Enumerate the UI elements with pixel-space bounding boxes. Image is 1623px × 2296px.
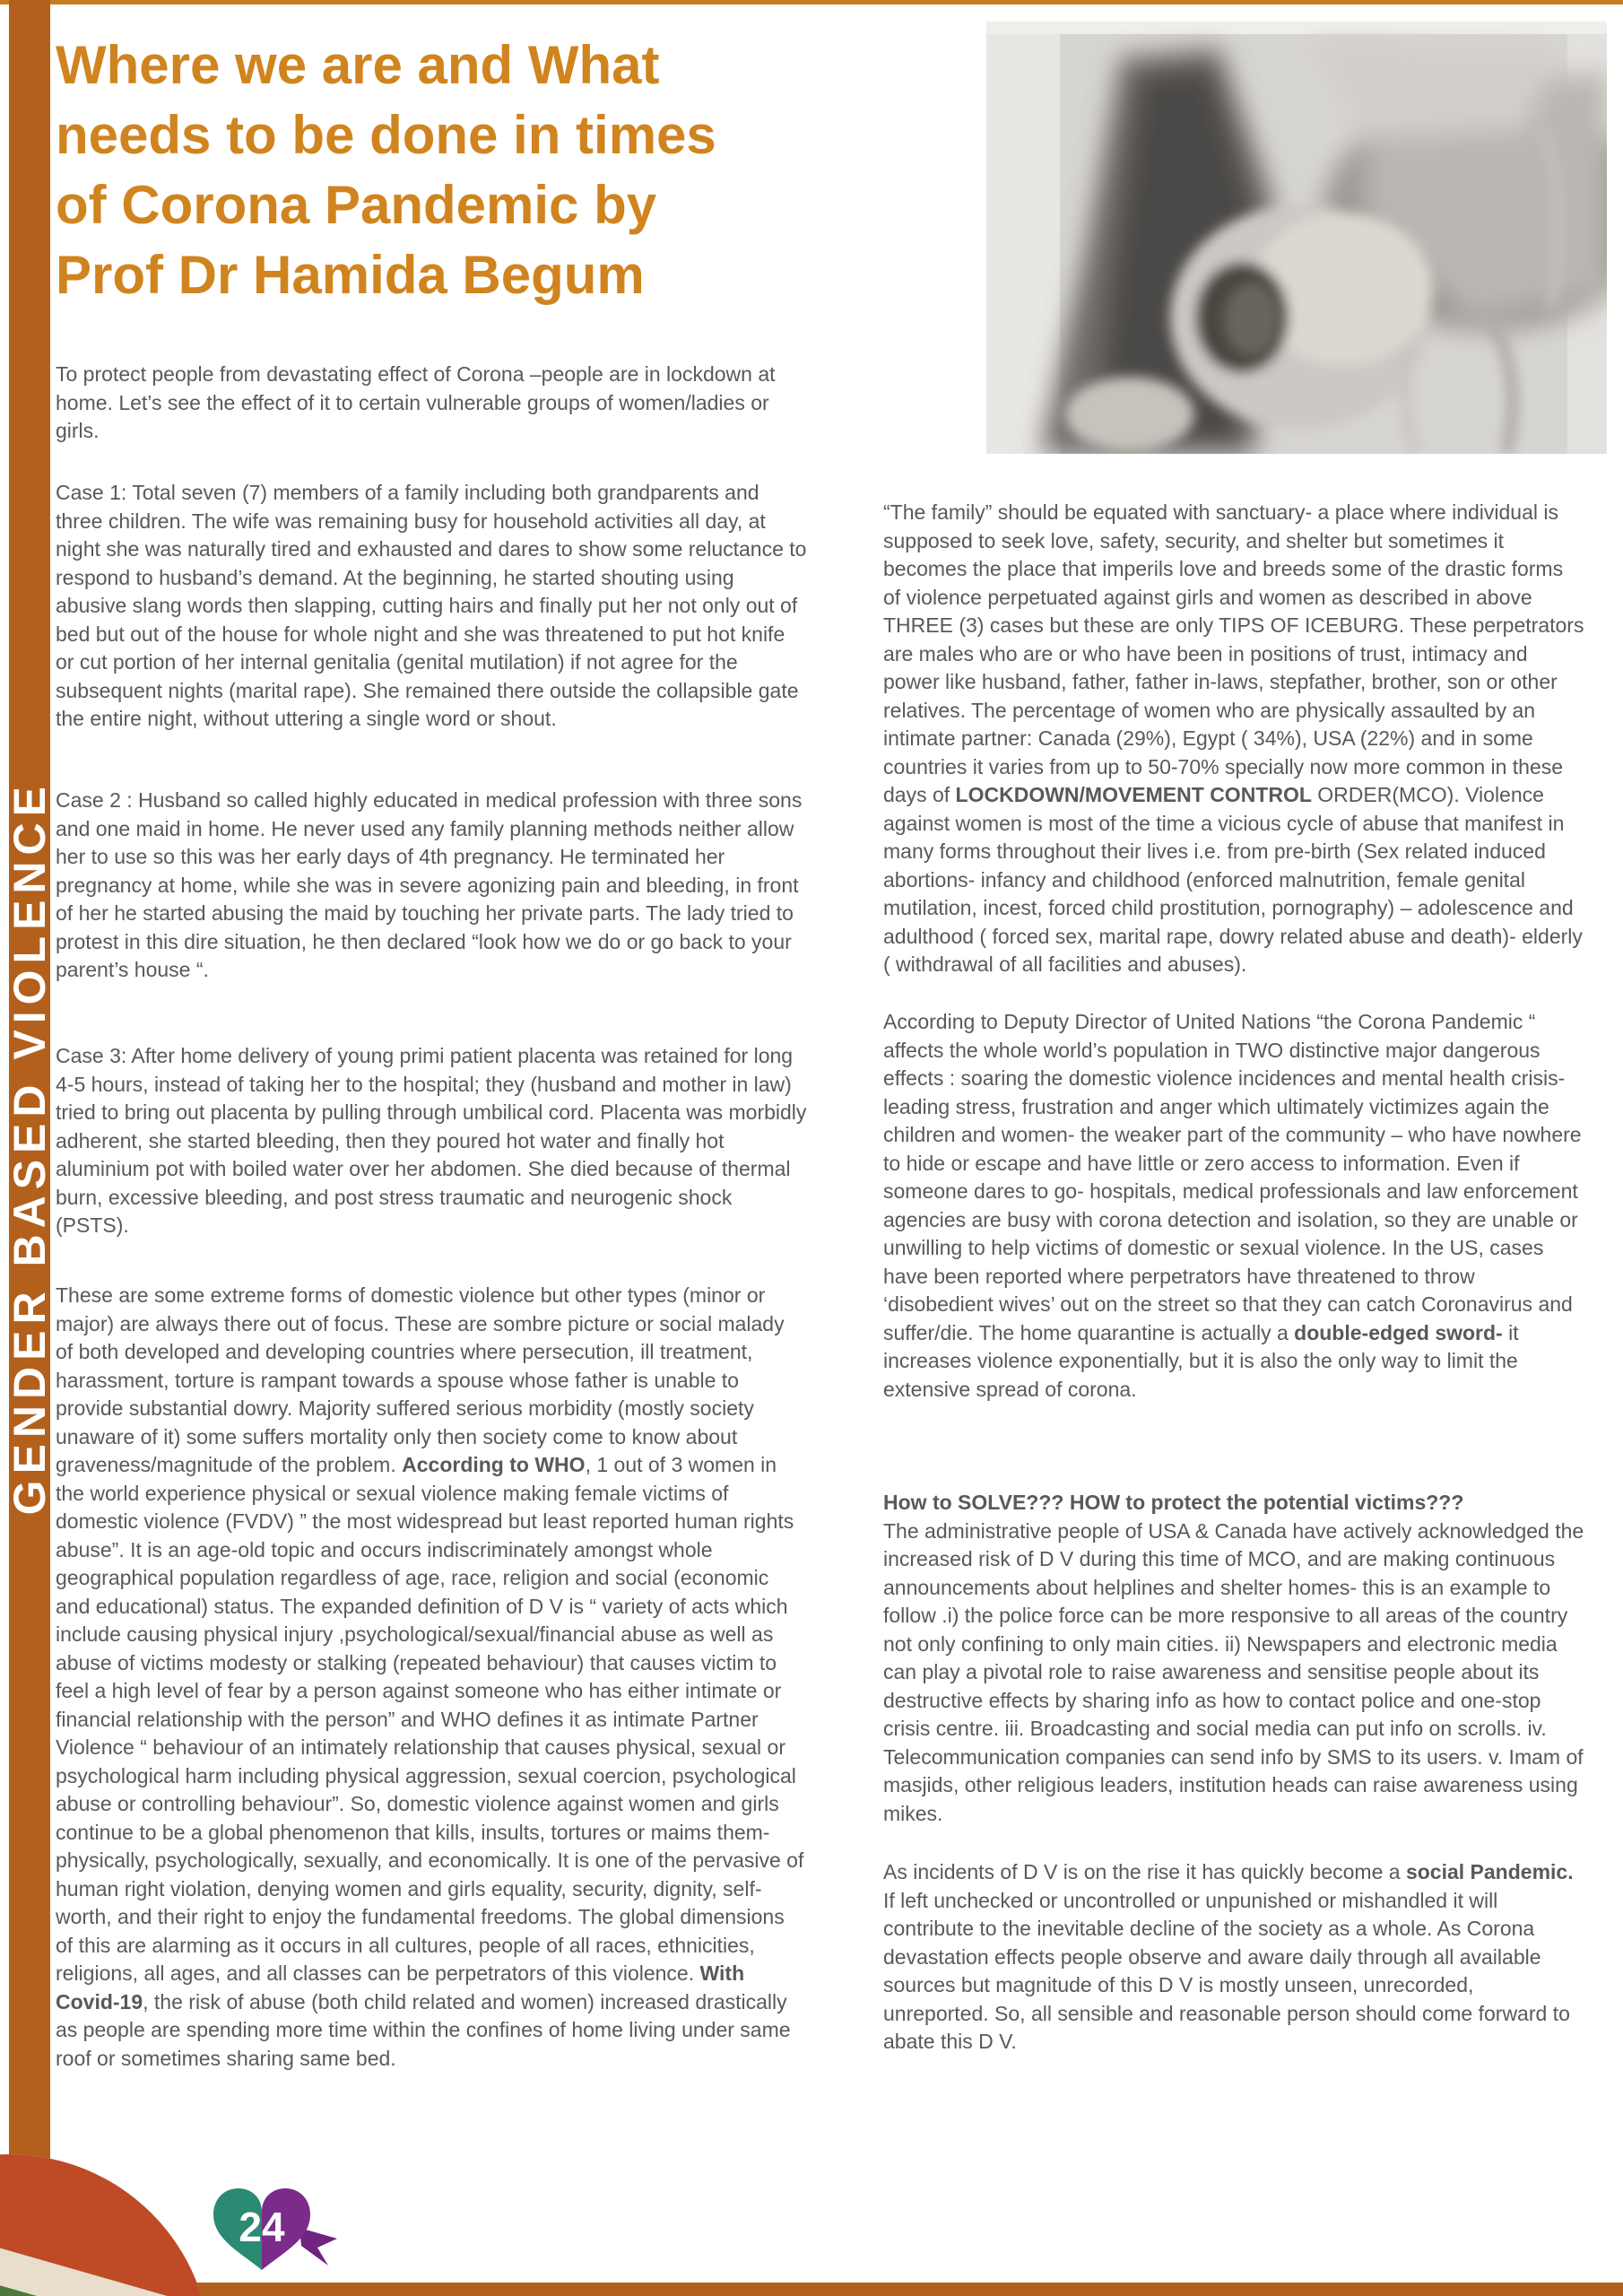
- article-title-line: of Corona Pandemic by: [56, 175, 657, 235]
- un-deputy-director-paragraph: According to Deputy Director of United Nations “the Corona Pandemic “ affects the whole world’s population in TWO distinctive major dangerous effects : soaring the domestic violence incidences and mental health crisis- leading stress, frustration and anger which ultimately victimizes again the children and women- the weaker part of the community – who have nowhere to hide or escape and have little or zero access to information. Even if someone dares to go- hospitals, medical professionals and law enforcement agencies are busy with corona detection and isolation, so they are unable or unwilling to help victims of domestic or sexual violence. In the US, cases have been reported where perpetrators have threatened to throw ‘disobedient wives’ out on the street so that they can catch Coronavirus and suffer/die. The home quarantine is actually a double-edged sword- it increases violence exponentially, but it is also the only way to limit the extensive spread of corona.: [883, 1010, 1582, 1401]
- how-to-solve-section: [883, 1489, 1584, 1828]
- case2-paragraph: Case 2 : Husband so called highly educated in medical profession with three sons and one maid in home. He never used any family planning methods neither allow her to use so this was her early days of 4th pregnancy. He terminated her pregnancy at home, while she was in severe agonizing pain and bleeding, in front of her he started abusing the maid by touching her private parts. The lady tried to protest in this dire situation, he then declared “look how we do or go back to your parent’s house “.: [56, 788, 803, 981]
- discussion-paragraph: These are some extreme forms of domestic violence but other types (minor or major) are always there out of focus. These are sombre picture or social malady of both developed and developing countries where persecution, ill treatment, harassment, torture is rampant towards a spouse whose father is unable to provide substantial dowry. Majority suffered serious morbidity (mostly society unaware of it) some suffers mortality only then society come to know about graveness/magnitude of the problem. According to WHO, 1 out of 3 women in the world experience physical or sexual violence making female victims of domestic violence (FVDV) ” the most widespread but least reported human rights abuse”. It is an age-old topic and occurs indiscriminately amongst whole geographical population regardless of age, race, religion and social (economic and educational) status. The expanded definition of D V is “ variety of acts which include causing physical injury ,psychological/sexual/financial abuse as well as abuse of victims modesty or stalking (repeated behaviour) that causes victim to feel a high level of fear by a person against someone who has either intimate or financial relationship with the person” and WHO defines it as intimate Partner Violence “ behaviour of an intimately relationship that causes physical, sexual or psychological harm including physical aggression, sexual coercion, psychological abuse or controlling behaviour”. So, domestic violence against women and girls continue to be a global phenomenon that kills, insults, tortures or maims them- physically, psychologically, sexually, and economically. It is one of the pervasive of human right violation, denying women and girls equality, security, dignity, self-worth, and their right to enjoy the fundamental freedoms. The global dimensions of this are alarming as it occurs in all cultures, people of all races, ethnicities, religions, all ages, and all classes can be perpetrators of this violence. With Covid-19, the risk of abuse (both child related and women) increased drastically as people are spending more time within the confines of home living under same roof or sometimes sharing same bed.: [56, 1283, 804, 2070]
- social-pandemic-paragraph: As incidents of D V is on the rise it has quickly become a social Pandemic. If left unchecked or uncontrolled or unpunished or mishandled it will contribute to the inevitable decline of the society as a whole. As Corona devastation effects people observe and aware daily through all available sources but magnitude of this D V is mostly unseen, unrecorded, unreported. So, all sensible and reasonable person should come forward to abate this D V.: [883, 1860, 1574, 2053]
- intro-paragraph: To protect people from devastating effect of Corona –people are in lockdown at home. Let’s see the effect of it to certain vulnerable groups of women/ladies or girls.: [56, 362, 776, 442]
- baby-photo-illustration: [986, 22, 1607, 454]
- top-border: [0, 0, 1623, 4]
- case1-paragraph: Case 1: Total seven (7) members of a family including both grandparents and three children. The wife was remaining busy for household activities all day, at night she was naturally tired and exhausted and dares to show some reluctance to respond to husband’s demand. At the beginning, he started shouting using abusive slang words then slapping, cutting hairs and finally put her not only out of bed but out of the house for whole night and she was threatened to put hot knife or cut portion of her internal genitalia (genital mutilation) if not agree for the subsequent nights (marital rape). She remained there outside the collapsible gate the entire night, without uttering a single word or shout.: [56, 481, 807, 730]
- family-sanctuary-paragraph: “The family” should be equated with sanctuary- a place where individual is supposed to seek love, safety, security, and shelter but sometimes it becomes the place that imperils love and breeds some of the drastic forms of violence perpetuated against girls and women as described in above THREE (3) cases but these are only TIPS OF ICEBURG. These perpetrators are males who are or who have been in positions of trust, intimacy and power like husband, father, father in-laws, stepfather, brother, son or other relatives. The percentage of women who are physically assaulted by an intimate partner: Canada (29%), Egypt ( 34%), USA (22%) and in some countries it varies from up to 50-70% specially now more common in these days of LOCKDOWN/MOVEMENT CONTROL ORDER(MCO). Violence against women is most of the time a vicious cycle of abuse that manifest in many forms throughout their lives i.e. from pre-birth (Sex related induced abortions- infancy and childhood (enforced malnutrition, female genital mutilation, incest, forced child prostitution, pornography) – adolescence and adulthood ( forced sex, marital rape, dowry related abuse and death)- elderly ( withdrawal of all facilities and abuses).: [883, 500, 1584, 976]
- page-number-badge: [212, 2187, 346, 2276]
- article-title-line: Prof Dr Hamida Begum: [56, 245, 645, 305]
- article-title-line: Where we are and What: [56, 35, 660, 95]
- page-number: 24: [239, 2204, 285, 2250]
- article-title: [56, 30, 716, 310]
- how-to-solve-body: The administrative people of USA & Canada have actively acknowledged the increased risk of D V during this time of MCO, and are making continuous announcements about helplines and shelter homes- this is an example to follow .i) the police force can be more responsive to all areas of the country not only confining to only main cities. ii) Newspapers and electronic media can play a pivotal role to raise awareness and sensitise people about its destructive effects by sharing info as how to contact police and one-stop crisis centre. iii. Broadcasting and social media can put info on scrolls. iv. Telecommunication companies can send info by SMS to its users. v. Imam of masjids, other religious leaders, institution heads can raise awareness using mikes.: [883, 1518, 1584, 1825]
- bottom-border: [0, 2283, 1623, 2296]
- article-title-line: needs to be done in times: [56, 105, 716, 165]
- section-sidebar: [4, 0, 55, 2296]
- case3-paragraph: Case 3: After home delivery of young primi patient placenta was retained for long 4-5 hours, instead of taking her to the hospital; they (husband and mother in law) tried to bring out placenta by pulling through umbilical cord. Placenta was morbidly adherent, she started bleeding, then they poured hot water and finally hot aluminium pot with boiled water over her abdomen. She died because of thermal burn, excessive bleeding, and post stress traumatic and neurogenic shock (PSTS).: [56, 1044, 807, 1237]
- baby-photo: [986, 22, 1607, 454]
- south-africa-flag-graphic: [0, 2154, 211, 2296]
- section-title: GENDER BASED VIOLENCE: [4, 780, 55, 1516]
- south-africa-flag-icon: [0, 2154, 211, 2296]
- how-to-solve-heading: How to SOLVE??? HOW to protect the potential victims???: [883, 1491, 1464, 1514]
